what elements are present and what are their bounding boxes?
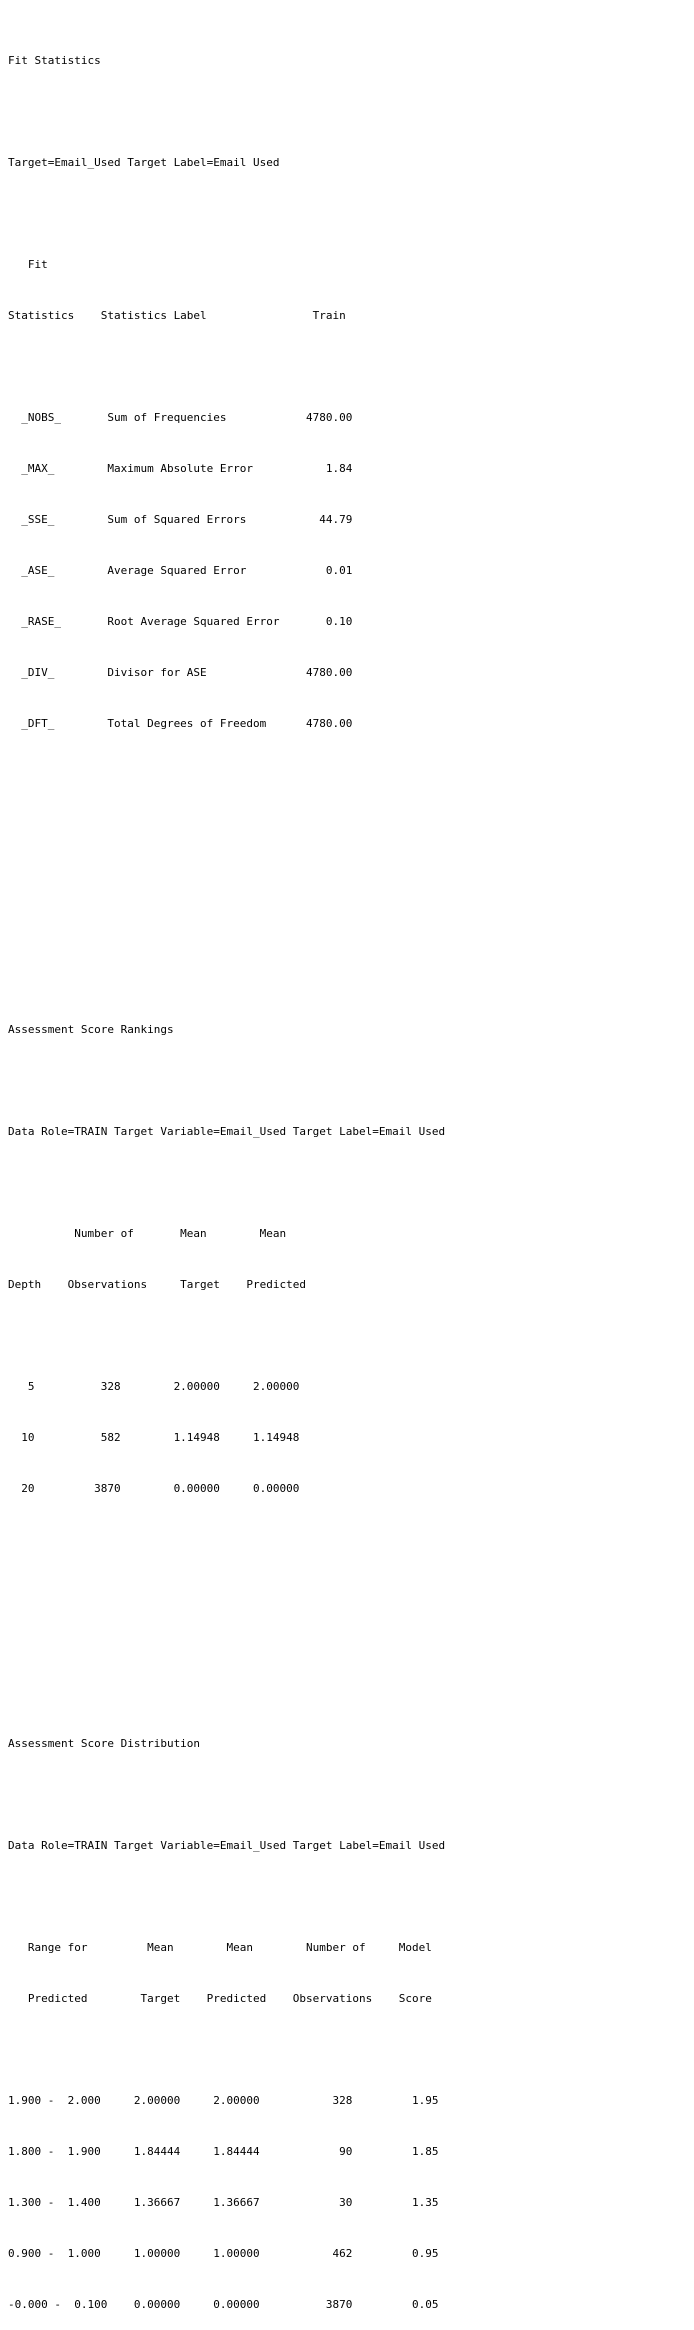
- spacer: [8, 2041, 694, 2058]
- fit-statistics-row: _DIV_ Divisor for ASE 4780.00: [8, 666, 353, 679]
- spacer: [8, 358, 694, 375]
- spacer: [8, 970, 694, 987]
- fit-statistics-target-line: Target=Email_Used Target Label=Email Used: [8, 156, 280, 169]
- score-distribution-row: 0.900 - 1.000 1.00000 1.00000 462 0.95: [8, 2247, 439, 2260]
- spacer: [8, 1531, 694, 1548]
- spacer: [8, 1786, 694, 1803]
- spacer: [8, 205, 694, 222]
- score-rankings-title: Assessment Score Rankings: [8, 1023, 174, 1036]
- score-distribution-header-2: Predicted Target Predicted Observations Score: [8, 1992, 432, 2005]
- score-rankings-row: 10 582 1.14948 1.14948: [8, 1431, 300, 1444]
- score-distribution-row: 1.800 - 1.900 1.84444 1.84444 90 1.85: [8, 2145, 439, 2158]
- score-distribution-row: 1.300 - 1.400 1.36667 1.36667 30 1.35: [8, 2196, 439, 2209]
- fit-statistics-row: _MAX_ Maximum Absolute Error 1.84: [8, 462, 353, 475]
- score-distribution-row: 1.900 - 2.000 2.00000 2.00000 328 1.95: [8, 2094, 439, 2107]
- score-rankings-role-line: Data Role=TRAIN Target Variable=Email_Used Target Label=Email Used: [8, 1125, 446, 1138]
- spacer: [8, 766, 694, 783]
- spacer: [8, 1888, 694, 1905]
- score-rankings-header-1: Number of Mean Mean: [8, 1227, 287, 1240]
- fit-statistics-header-2: Statistics Statistics Label Train: [8, 309, 346, 322]
- fit-statistics-header-1: Fit: [8, 258, 48, 271]
- fit-statistics-row: _DFT_ Total Degrees of Freedom 4780.00: [8, 717, 353, 730]
- fit-statistics-row: _NOBS_ Sum of Frequencies 4780.00: [8, 411, 353, 424]
- score-rankings-row: 20 3870 0.00000 0.00000: [8, 1482, 300, 1495]
- fit-statistics-row: _ASE_ Average Squared Error 0.01: [8, 564, 353, 577]
- spacer: [8, 1327, 694, 1344]
- spacer: [8, 1684, 694, 1701]
- score-rankings-row: 5 328 2.00000 2.00000: [8, 1380, 300, 1393]
- spacer: [8, 817, 694, 834]
- spacer: [8, 868, 694, 885]
- score-distribution-role-line: Data Role=TRAIN Target Variable=Email_Used Target Label=Email Used: [8, 1839, 446, 1852]
- fit-statistics-row: _SSE_ Sum of Squared Errors 44.79: [8, 513, 353, 526]
- score-rankings-header-2: Depth Observations Target Predicted: [8, 1278, 307, 1291]
- spacer: [8, 1633, 694, 1650]
- spacer: [8, 1072, 694, 1089]
- spacer: [8, 103, 694, 120]
- spacer: [8, 919, 694, 936]
- score-distribution-row: -0.000 - 0.100 0.00000 0.00000 3870 0.05: [8, 2298, 439, 2311]
- spacer: [8, 1582, 694, 1599]
- score-distribution-header-1: Range for Mean Mean Number of Model: [8, 1941, 432, 1954]
- spacer: [8, 1174, 694, 1191]
- fit-statistics-title: Fit Statistics: [8, 54, 101, 67]
- fit-statistics-row: _RASE_ Root Average Squared Error 0.10: [8, 615, 353, 628]
- score-distribution-title: Assessment Score Distribution: [8, 1737, 201, 1750]
